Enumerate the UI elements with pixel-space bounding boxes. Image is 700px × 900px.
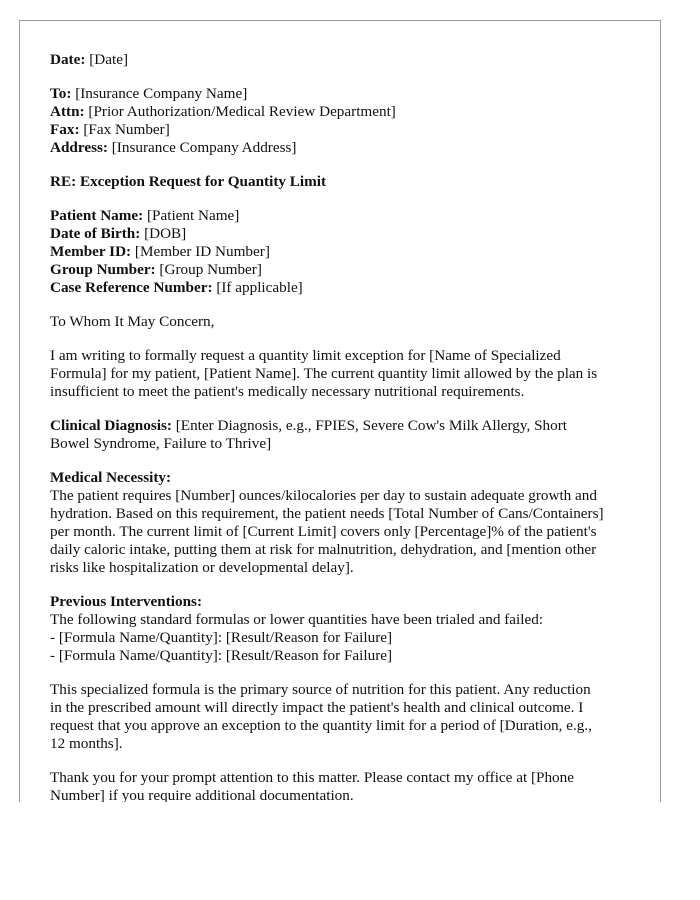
medical-necessity-line: hydration. Based on this requirement, the patient needs [Total Number of Cans/Containers] <box>50 505 604 522</box>
attn-label: Attn: <box>50 103 85 120</box>
salutation: To Whom It May Concern, <box>50 313 215 330</box>
medical-necessity-line: per month. The current limit of [Current Limit] covers only [Percentage]% of the patient's <box>50 523 597 540</box>
case-ref-line <box>50 279 634 297</box>
closing-request-line: in the prescribed amount will directly impact the patient's health and clinical outcome. I <box>50 699 584 716</box>
fax-line <box>50 121 634 139</box>
intro-paragraph <box>50 347 634 401</box>
fax-value: [Fax Number] <box>83 121 170 138</box>
member-id-line <box>50 243 634 261</box>
previous-interventions-line: The following standard formulas or lower quantities have been trialed and failed: <box>50 611 544 628</box>
intro-line: Formula] for my patient, [Patient Name]. The current quantity limit allowed by the plan is <box>50 365 598 382</box>
subject-line <box>50 173 634 191</box>
attn-value: [Prior Authorization/Medical Review Department] <box>88 103 396 120</box>
medical-necessity-heading <box>50 469 634 487</box>
to-value: [Insurance Company Name] <box>75 85 248 102</box>
group-number-label: Group Number: <box>50 261 156 278</box>
closing-request-line: This specialized formula is the primary source of nutrition for this patient. Any reduction <box>50 681 591 698</box>
clinical-diagnosis-line: Bowel Syndrome, Failure to Thrive] <box>50 435 272 452</box>
thanks-line: Number] if you require additional documentation. <box>50 787 354 802</box>
fax-label: Fax: <box>50 121 80 138</box>
to-label: To: <box>50 85 72 102</box>
clinical-diagnosis-text: [Enter Diagnosis, e.g., FPIES, Severe Cow's Milk Allergy, Short <box>175 417 568 434</box>
subject-text: RE: Exception Request for Quantity Limit <box>50 173 327 190</box>
medical-necessity-section <box>50 469 634 577</box>
date-line <box>50 51 634 69</box>
intro-line: insufficient to meet the patient's medically necessary nutritional requirements. <box>50 383 525 400</box>
letter-page <box>19 20 661 802</box>
previous-interventions-heading <box>50 593 634 611</box>
previous-interventions-heading-text: Previous Interventions: <box>50 593 203 610</box>
date-label: Date: <box>50 51 86 68</box>
clinical-diagnosis-line <box>50 417 634 435</box>
previous-interventions-item: - [Formula Name/Quantity]: [Result/Reason for Failure] <box>50 629 393 646</box>
dob-line <box>50 225 634 243</box>
medical-necessity-line: daily caloric intake, putting them at risk for malnutrition, dehydration, and [mention other <box>50 541 597 558</box>
address-line <box>50 139 634 157</box>
clinical-diagnosis-paragraph <box>50 417 634 453</box>
patient-name-label: Patient Name: <box>50 207 144 224</box>
address-value: [Insurance Company Address] <box>111 139 297 156</box>
case-ref-label: Case Reference Number: <box>50 279 213 296</box>
closing-request-line: request that you approve an exception to the quantity limit for a period of [Duration, e.g., <box>50 717 592 734</box>
group-number-line <box>50 261 634 279</box>
medical-necessity-line: The patient requires [Number] ounces/kilocalories per day to sustain adequate growth and <box>50 487 597 504</box>
previous-interventions-section <box>50 593 634 665</box>
medical-necessity-line: risks like hospitalization or developmental delay]. <box>50 559 354 576</box>
clinical-diagnosis-label: Clinical Diagnosis: <box>50 417 172 434</box>
medical-necessity-heading-text: Medical Necessity: <box>50 469 172 486</box>
date-value: [Date] <box>89 51 129 68</box>
letter-body <box>50 51 634 802</box>
member-id-label: Member ID: <box>50 243 132 260</box>
patient-name-value: [Patient Name] <box>147 207 240 224</box>
intro-line: I am writing to formally request a quantity limit exception for [Name of Specialized <box>50 347 561 364</box>
attn-line <box>50 103 634 121</box>
previous-interventions-item: - [Formula Name/Quantity]: [Result/Reason for Failure] <box>50 647 393 664</box>
recipient-block <box>50 85 634 157</box>
patient-block <box>50 207 634 297</box>
closing-request-paragraph <box>50 681 634 753</box>
thanks-paragraph <box>50 769 634 802</box>
thanks-line: Thank you for your prompt attention to this matter. Please contact my office at [Phone <box>50 769 574 786</box>
salutation-block <box>50 313 634 331</box>
subject-block <box>50 173 634 191</box>
member-id-value: [Member ID Number] <box>134 243 270 260</box>
to-line <box>50 85 634 103</box>
dob-label: Date of Birth: <box>50 225 141 242</box>
dob-value: [DOB] <box>144 225 187 242</box>
group-number-value: [Group Number] <box>159 261 262 278</box>
closing-request-line: 12 months]. <box>50 735 123 752</box>
patient-name-line <box>50 207 634 225</box>
case-ref-value: [If applicable] <box>216 279 303 296</box>
date-block <box>50 51 634 69</box>
address-label: Address: <box>50 139 108 156</box>
